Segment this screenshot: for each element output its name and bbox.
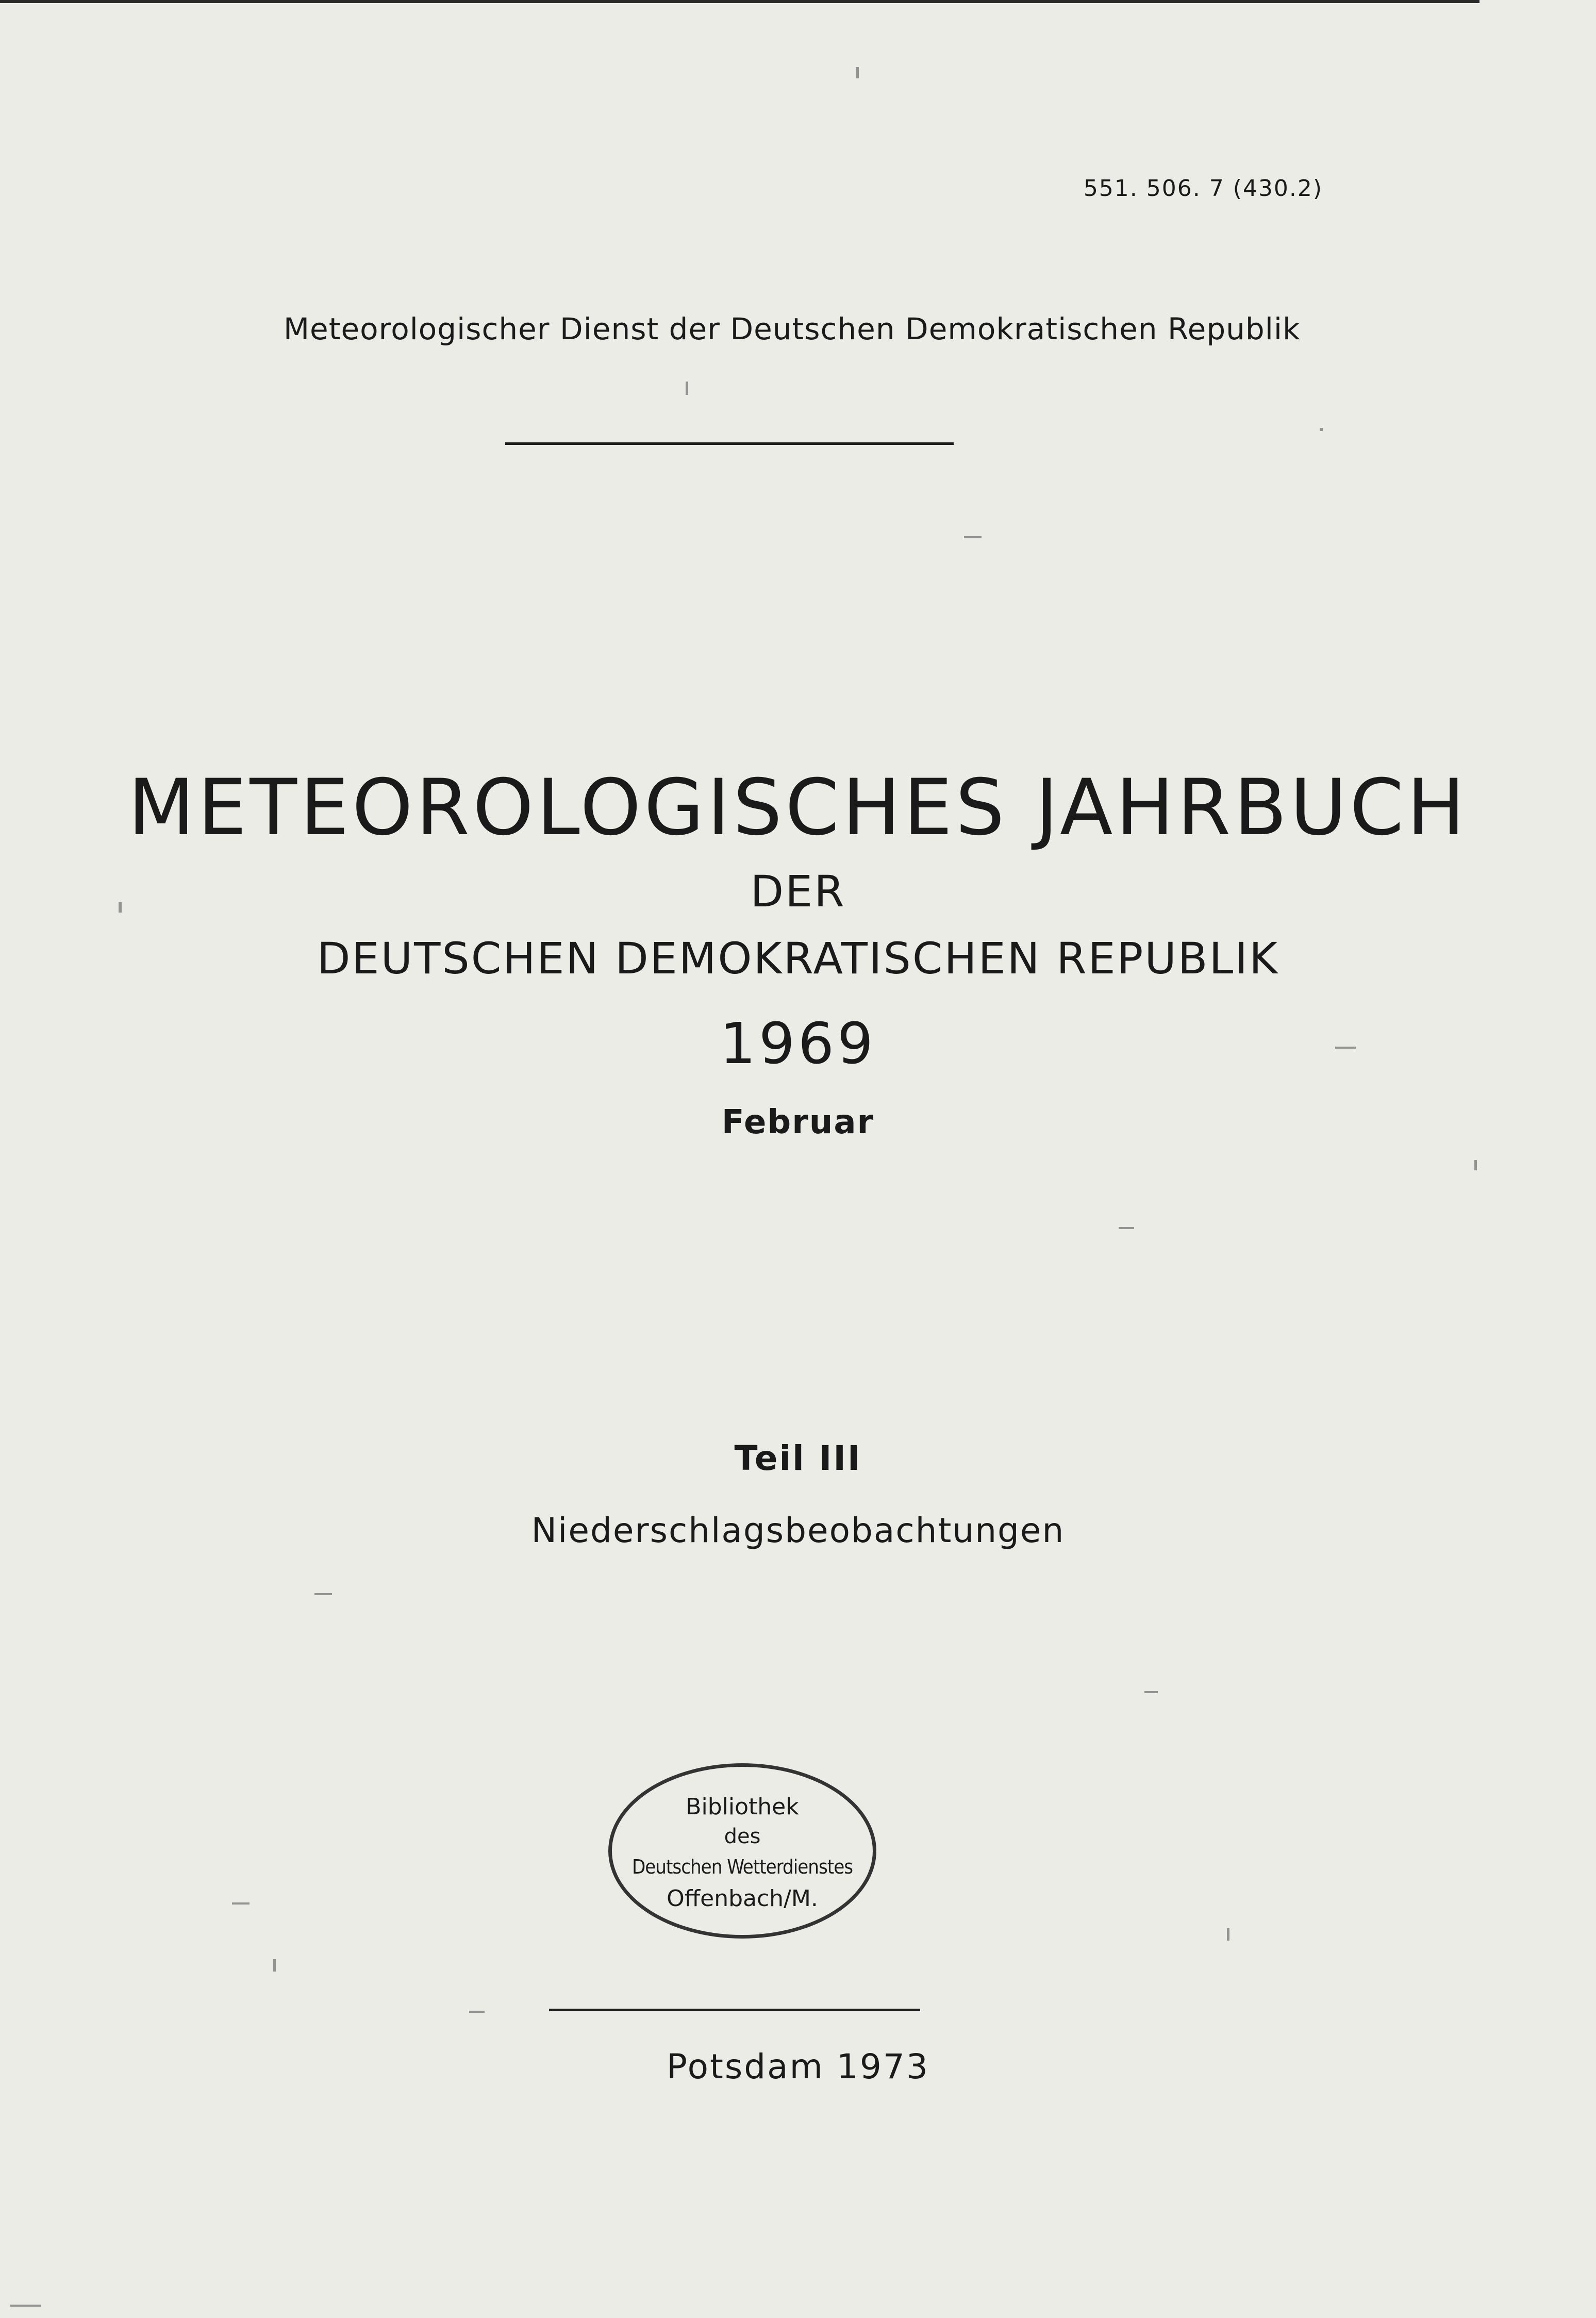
stamp-line-3: Deutschen Wetterdienstes [631, 1856, 853, 1878]
part-label: Teil III [734, 1438, 862, 1478]
scan-speck [232, 1902, 250, 1905]
scan-speck [1320, 428, 1323, 431]
scan-speck [1474, 1160, 1477, 1170]
title-country: DEUTSCHEN DEMOKRATISCHEN REPUBLIK [317, 933, 1279, 984]
subject-label: Niederschlagsbeobachtungen [531, 1511, 1065, 1550]
main-title: METEOROLOGISCHES JAHRBUCH [128, 763, 1468, 853]
scan-speck [964, 536, 982, 538]
scan-speck [469, 2011, 485, 2013]
stamp-line-1: Bibliothek [686, 1794, 799, 1820]
scan-speck [856, 67, 859, 78]
scan-top-edge [0, 0, 1479, 3]
scan-speck [10, 2305, 41, 2307]
scan-speck [1335, 1047, 1356, 1049]
stamp-line-2: des [724, 1825, 761, 1848]
title-month: Februar [721, 1103, 875, 1141]
scan-speck [1227, 1928, 1229, 1941]
scan-speck [686, 382, 688, 395]
scan-speck [1119, 1227, 1134, 1229]
top-divider [505, 442, 954, 445]
scan-speck [314, 1593, 332, 1595]
scan-speck [119, 902, 122, 913]
title-year: 1969 [720, 1011, 876, 1077]
issuer-line: Meteorologischer Dienst der Deutschen Demokratischen Republik [284, 311, 1301, 346]
library-stamp [608, 1763, 876, 1939]
title-der: DER [750, 866, 846, 917]
stamp-line-4: Offenbach/M. [667, 1885, 818, 1912]
scan-speck [273, 1959, 276, 1972]
bottom-divider [549, 2009, 920, 2011]
classification-number: 551. 506. 7 (430.2) [1083, 175, 1323, 202]
place-date: Potsdam 1973 [667, 2047, 929, 2087]
scan-speck [1144, 1691, 1158, 1693]
